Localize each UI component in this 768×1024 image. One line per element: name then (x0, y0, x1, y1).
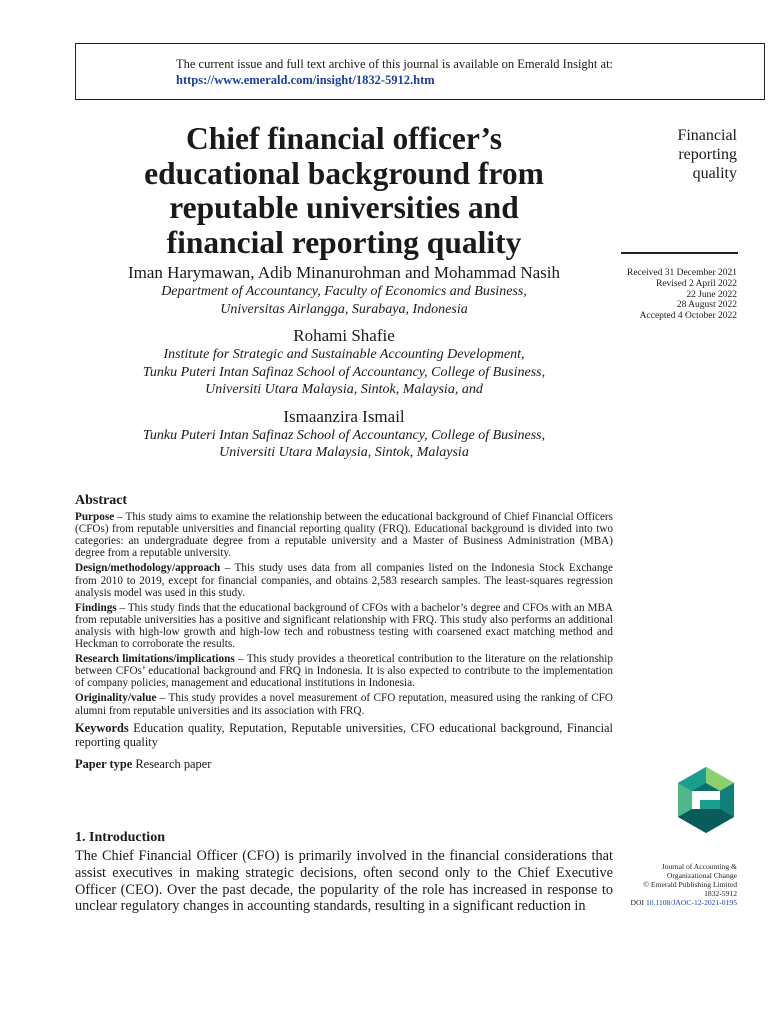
title-line: educational background from (144, 155, 544, 191)
emerald-publishing-logo (676, 767, 736, 835)
abstract-paragraph: Purpose – This study aims to examine the relationship between the educational background of Chief Financial Officers (CFOs) from reputable universities and financial reporting quality (FRQ). Educational background is divided into two categories: an undergraduate degree from a reputable university and a Master of Business Administration (MBA) degree from a reputable university. (75, 511, 613, 560)
abstract-paragraph: Findings – This study finds that the educational background of CFOs with a bachelor’s degree and CFOs with an MBA from reputable universities has a positive and significant relationship with FRQ. This study also performs an additional analysis with high-low growth and high-low tech and robustness testing with coarsened exact matching method and Heckman to corroborate the results. (75, 601, 613, 651)
author-affiliation: Tunku Puteri Intan Safinaz School of Accountancy, College of Business, (142, 427, 546, 443)
abstract-heading: Abstract (75, 493, 128, 508)
abstract-paragraph: Design/methodology/approach – This study uses data from all companies listed on the Indonesia Stock Exchange from 2010 to 2019, except for financial companies, and obtains 2,583 research samples. The least-squares regression analysis model was used in this study. (75, 562, 613, 599)
journal-url-link[interactable]: https://www.emerald.com/insight/1832-5912.htm (176, 73, 435, 87)
author-names: Ismaanzira Ismail (283, 406, 405, 426)
paper-type: Paper type Research paper (75, 756, 212, 771)
journal-info: Journal of Accounting & Organizational Change © Emerald Publishing Limited 1832-5912 DOI 10.1108/JAOC-12-2021-0195 (630, 862, 737, 907)
keywords: Keywords Education quality, Reputation, Reputable universities, CFO educational background, Financial reporting quality (75, 720, 613, 749)
author-names: Iman Harymawan, Adib Minanurohman and Mohammad Nasih (128, 263, 560, 282)
author-names: Rohami Shafie (293, 326, 395, 345)
introduction-text: The Chief Financial Officer (CFO) is primarily involved in the financial considerations that assist executives in making strategic decisions, often second only to the Chief Executive Officer (CEO). Over the past decade, the popularity of the role has increased in response to unclear regulatory changes in accounting standards, resulting in a significant reduction in (75, 848, 613, 915)
author-affiliation: Institute for Strategic and Sustainable Accounting Development, (163, 347, 525, 362)
side-divider (621, 252, 738, 254)
abstract-paragraph: Research limitations/implications – This study provides a theoretical contribution to the literature on the relationship between CFOs’ educational background and FRQ in Indonesia. It is also expected to contribute to the implementation of company policies, management and educational institutions in Indonesia. (75, 653, 613, 690)
author-affiliation: Department of Accountancy, Faculty of Economics and Business, (161, 284, 527, 299)
introduction-heading: 1. Introduction (75, 830, 165, 845)
title-line: reputable universities and (169, 190, 519, 225)
archive-notice-text: The current issue and full text archive of this journal is available on Emerald Insight at: (176, 57, 614, 71)
abstract-section (75, 495, 613, 773)
author-affiliation: Universiti Utara Malaysia, Sintok, Malaysia, and (205, 382, 483, 397)
doi-link[interactable]: 10.1108/JAOC-12-2021-0195 (645, 897, 737, 907)
abstract-paragraph: Originality/value – This study provides a novel measurement of CFO reputation, measured using the ranking of CFO alumni from reputable universities and its association with FRQ. (75, 692, 613, 717)
author-affiliation: Tunku Puteri Intan Safinaz School of Accountancy, College of Business, (142, 364, 546, 380)
author-affiliation: Universiti Utara Malaysia, Sintok, Malaysia (219, 445, 469, 460)
paper-title (86, 122, 602, 260)
submission-dates: Received 31 December 2021 Revised 2 April 2022 22 June 2022 28 August 2022 Accepted 4 October 2022 (627, 268, 737, 322)
introduction-section (75, 830, 613, 915)
archive-notice-box (75, 43, 765, 100)
author-affiliation: Universitas Airlangga, Surabaya, Indonesia (220, 301, 468, 317)
author-block (64, 262, 624, 462)
title-line: Chief financial officer’s (185, 121, 503, 156)
running-title: Financial reporting quality (677, 127, 737, 182)
title-line: financial reporting quality (166, 224, 522, 260)
